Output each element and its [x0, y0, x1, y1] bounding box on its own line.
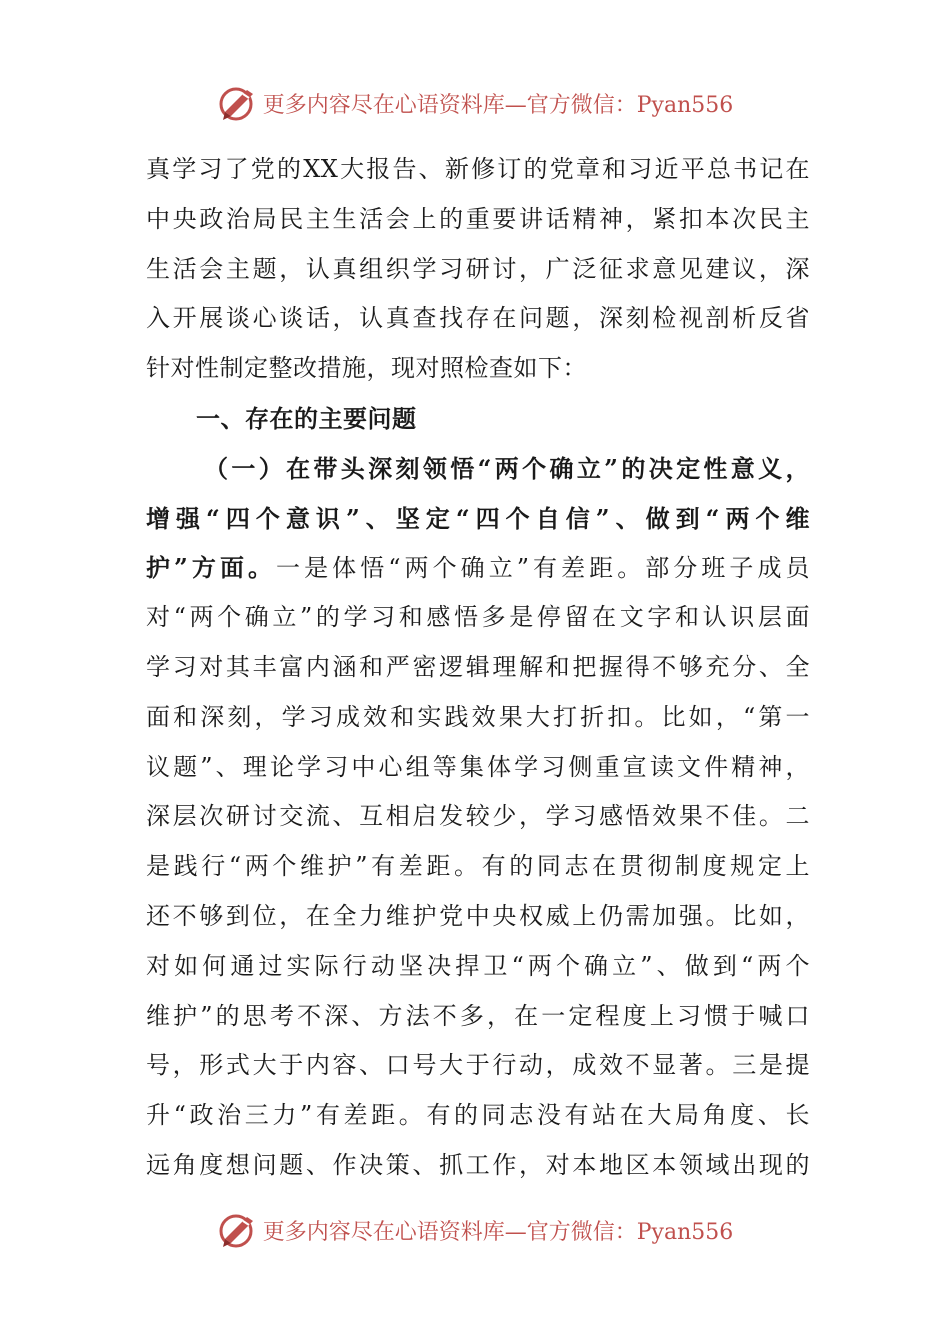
intro-line: 针对性制定整改措施，现对照检查如下： — [146, 354, 587, 383]
body-line: 维护”的思考不深、方法不多，在一定程度上习惯于喊口 — [146, 1001, 810, 1030]
header-watermark-text: 更多内容尽在心语资料库—官方微信：Pyan556 — [262, 92, 734, 118]
header-watermark-banner — [0, 78, 950, 128]
body-line: 面和深刻，学习成效和实践效果大打折扣。比如，“第一 — [146, 702, 810, 731]
pen-logo-icon — [217, 82, 259, 124]
body-line: 对“两个确立”的学习和感悟多是停留在文字和认识层面 — [146, 603, 810, 632]
pen-logo-icon — [217, 1209, 259, 1251]
body-text-start: 一是体悟“两个确立”有差距。部分班子成员 — [276, 554, 810, 583]
body-line: 升“政治三力”有差距。有的同志没有站在大局角度、长 — [146, 1101, 810, 1130]
body-line: 是践行“两个维护”有差距。有的同志在贯彻制度规定上 — [146, 852, 810, 881]
body-line: 议题”、理论学习中心组等集体学习侧重宣读文件精神， — [146, 752, 810, 781]
intro-line: 生活会主题，认真组织学习研讨，广泛征求意见建议，深 — [146, 254, 810, 283]
body-line: 号，形式大于内容、口号大于行动，成效不显著。三是提 — [146, 1051, 810, 1080]
sub-heading-end: 护”方面。 — [146, 553, 277, 583]
sub-heading-line: （一）在带头深刻领悟“两个确立”的决定性意义， — [204, 453, 810, 483]
body-line: 对如何通过实际行动坚决捍卫“两个确立”、做到“两个 — [146, 951, 810, 980]
body-line: 还不够到位，在全力维护党中央权威上仍需加强。比如， — [146, 901, 810, 930]
section-heading: 一、存在的主要问题 — [196, 403, 417, 433]
footer-watermark-banner — [0, 1205, 950, 1255]
body-line: 深层次研讨交流、互相启发较少，学习感悟效果不佳。二 — [146, 802, 810, 831]
document-body — [146, 145, 810, 1191]
footer-watermark-text: 更多内容尽在心语资料库—官方微信：Pyan556 — [262, 1219, 734, 1245]
body-line: 学习对其丰富内涵和严密逻辑理解和把握得不够充分、全 — [146, 652, 810, 681]
intro-line: 入开展谈心谈话，认真查找存在问题，深刻检视剖析反省 — [146, 304, 810, 333]
sub-heading-line: 增强“四个意识”、坚定“四个自信”、做到“两个维 — [146, 503, 810, 533]
sub-heading-mixed-line — [146, 543, 810, 593]
body-line: 远角度想问题、作决策、抓工作，对本地区本领域出现的 — [146, 1150, 810, 1179]
intro-line: 真学习了党的XX大报告、新修订的党章和习近平总书记在 — [146, 155, 810, 183]
intro-line: 中央政治局民主生活会上的重要讲话精神，紧扣本次民主 — [146, 204, 810, 233]
